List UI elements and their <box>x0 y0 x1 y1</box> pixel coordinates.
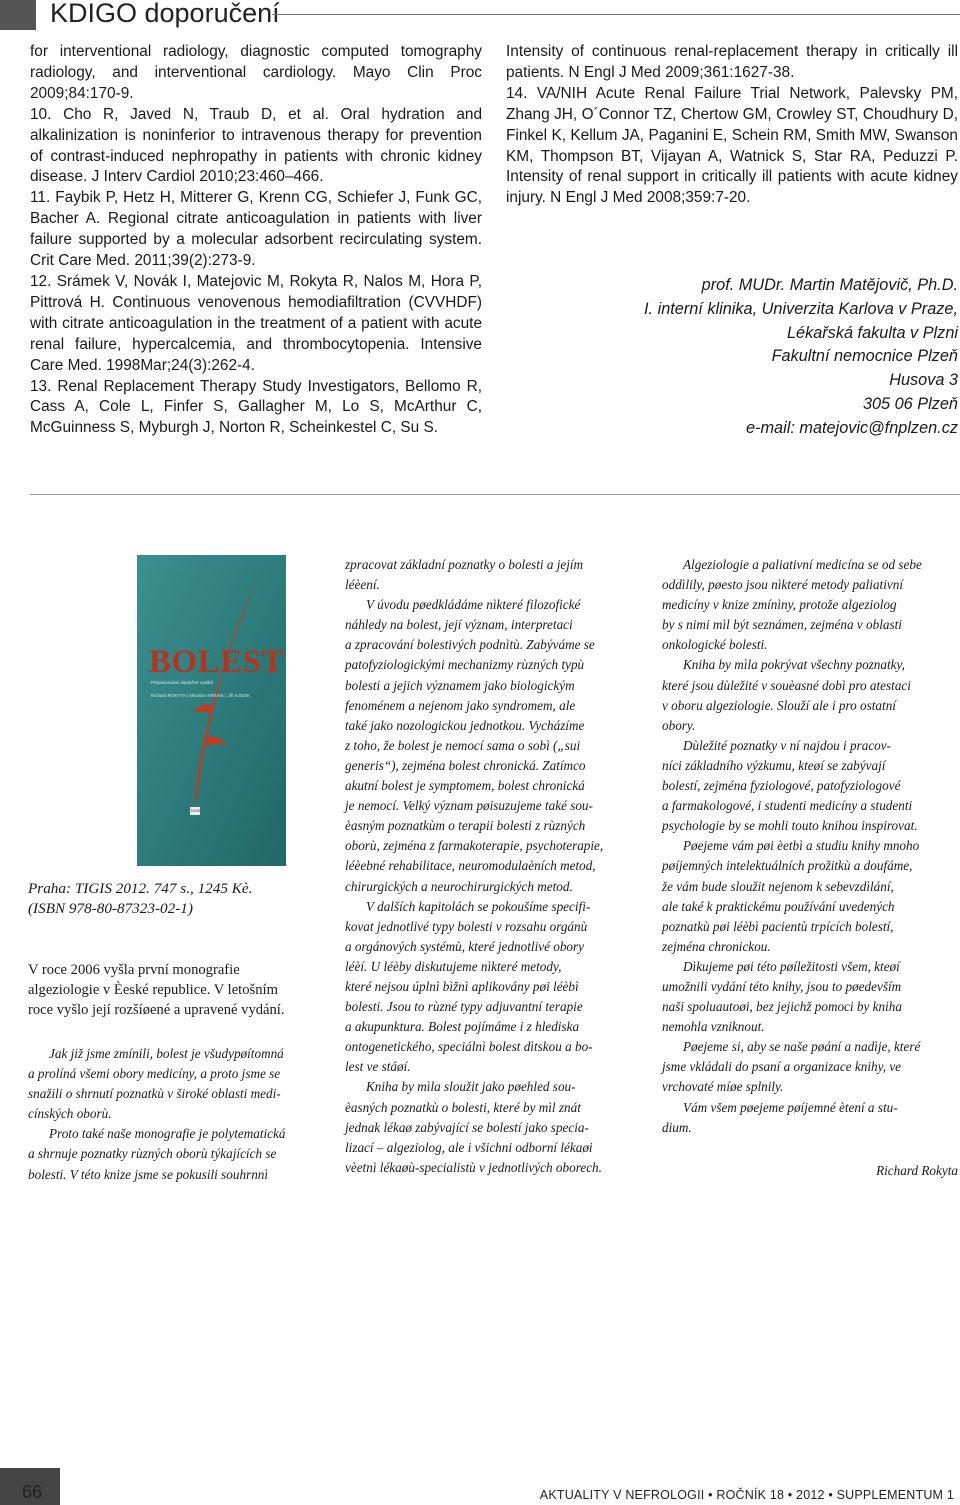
text-line: Algeziologie a paliativní medicína se od sebe <box>683 557 922 572</box>
review-intro <box>28 960 324 1020</box>
author-address <box>556 274 958 441</box>
references-left-column <box>30 42 482 439</box>
cover-artwork <box>137 555 286 866</box>
book-publication-info <box>28 879 252 919</box>
review-column-left <box>28 1044 328 1185</box>
text-line: èasným poznatkùm o terapii bolesti z rùzných <box>345 818 586 834</box>
text-line: umožnili vydání této knihy, jsou to pøedevším <box>662 978 902 994</box>
text-line: èasných poznatkù o bolesti, které by mìl znát <box>345 1099 581 1115</box>
text-line: bolesti. V této knize jsme se pokusili souhrnnì <box>28 1166 269 1182</box>
text-line: vrchovaté míøe splnily. <box>662 1079 784 1095</box>
text-line: generis“), zejména bolest chronická. Zatímco <box>345 757 586 773</box>
text-line: psychologie by se mohli touto knihou inspirovat. <box>662 818 918 834</box>
text-line: v oboru algeziologie. Slouží ale i pro ostatní <box>662 697 896 713</box>
text-line: snažili o shrnutí poznatkù v široké oblasti medi- <box>28 1086 281 1102</box>
paragraph <box>345 555 642 595</box>
author-faculty: Lékařská fakulta v Plzni <box>786 323 958 342</box>
text-line: léèí. U léèby diskutujeme nìkteré metody, <box>345 958 562 974</box>
text-line: Kniha by mìla sloužit jako pøehled sou- <box>366 1079 576 1095</box>
text-line: V dalších kapitolách se pokoušíme specifi- <box>366 898 591 914</box>
cover-authors: Richard ROKYTA | Miroslav KRŠIAK | Jiří KOZÁK <box>151 693 251 698</box>
reference-entry: for interventional radiology, diagnostic computed tomography radiology, and interventional cardiology. Mayo Clin Proc 2009;84:170-9. <box>30 43 482 102</box>
section-title: KDIGO doporučení <box>50 0 280 28</box>
text-line: Dùležité poznatky v ní najdou i pracov- <box>683 737 892 753</box>
journal-footer: AKTUALITY V NEFROLOGII • ROČNÍK 18 • 2012 • SUPPLEMENTUM 1 <box>539 1488 954 1502</box>
text-line: léèebné rehabilitace, neuromodulaèních metod, <box>345 858 596 874</box>
paragraph <box>662 1037 959 1097</box>
text-line: poznatkù pøi léèbì pacientù trpících bolestí, <box>662 918 894 934</box>
text-line: a akupunktura. Bolest pojímáme i z hlediska <box>345 1019 580 1035</box>
section-divider <box>30 494 960 495</box>
text-line: cínských oborù. <box>28 1106 112 1122</box>
text-line: že vám bude sloužit nejenom k sebevzdìlání, <box>662 878 894 894</box>
paragraph <box>662 555 959 655</box>
paragraph <box>28 1044 328 1124</box>
publisher-logo: TIGIS <box>190 808 201 813</box>
paragraph <box>345 897 642 1078</box>
text-line: náhledy na bolest, její význam, interpretaci <box>345 617 573 633</box>
text-line: které jsou dùležité v souèasné dobì pro atestaci <box>662 677 911 693</box>
paragraph <box>662 836 959 957</box>
reference-entry: Intensity of continuous renal-replacement therapy in critically ill patients. N Engl J Med 2009;361:1627-38. <box>506 43 958 81</box>
page-number: 66 <box>22 1482 43 1502</box>
text-line: fenoménem a nejenom jako syndromem, ale <box>345 697 576 713</box>
text-line: oborù, zejména z farmakoterapie, psychoterapie, <box>345 838 604 854</box>
publisher-line: Praha: TIGIS 2012. 747 s., 1245 Kè. <box>28 880 253 897</box>
text-line: chirurgických a neurochirurgických metod. <box>345 878 573 894</box>
cover-tagline: Přepracované doplněné vydání <box>151 680 214 685</box>
author-street: Husova 3 <box>889 371 958 390</box>
text-line: a farmakologové, i studenti medicíny a studenti <box>662 798 913 814</box>
review-column-right <box>662 555 959 1138</box>
page-header <box>0 0 960 32</box>
text-line: Kniha by mìla pokrývat všechny poznatky, <box>683 657 905 673</box>
cover-title: BOLEST <box>149 644 285 680</box>
paragraph <box>662 736 959 836</box>
text-line: patofyziologickými mechanizmy rùzných typù <box>345 657 585 673</box>
reference-entry: 13. Renal Replacement Therapy Study Investigators, Bellomo R, Cass A, Cole L, Finfer S, Gallagher M, Lo S, McArthur C, McGuinness S, Myburgh J, Norton R, Scheinkestel C, Su S. <box>30 377 482 437</box>
author-name: prof. MUDr. Martin Matějovič, Ph.D. <box>701 276 958 294</box>
paragraph <box>662 655 959 735</box>
text-line: Proto také naše monografie je polytematická <box>49 1126 286 1142</box>
reference-entry: 11. Faybik P, Hetz H, Mitterer G, Krenn CG, Schiefer J, Funk GC, Bacher A. Regional citrate anticoagulation in patients with liver failure supported by a molecular adsorbent recirculating system. Crit Care Med. 2011;39(2):273-9. <box>30 189 482 270</box>
paragraph <box>28 1124 328 1184</box>
text-line: lizací – algeziolog, ale i všichni odborní lékaøi <box>345 1139 593 1155</box>
header-color-bar <box>0 0 36 30</box>
intro-line: V roce 2006 vyšla první monografie <box>28 962 240 978</box>
text-line: také jako nozologickou jednotkou. Vycházíme <box>345 717 585 733</box>
text-line: lest ve stáøí. <box>345 1059 411 1075</box>
text-line: medicíny v knize zmínìny, protože algeziolog <box>662 597 897 613</box>
text-line: naši spoluautoøi, bez jejichž pomoci by kniha <box>662 999 902 1015</box>
text-line: V úvodu pøedkládáme nìkteré filozofické <box>366 597 581 613</box>
intro-line: algeziologie v Èeské republice. V letošním <box>28 982 278 998</box>
paragraph <box>662 1098 959 1138</box>
isbn-line: (ISBN 978-80-87323-02-1) <box>28 900 193 917</box>
text-line: jsme vkládali do psaní a organizace knihy, ve <box>662 1059 902 1075</box>
text-line: a zpracování bolestivých podnìtù. Zabýváme se <box>345 637 595 653</box>
text-line: oddìlily, pøesto jsou nìkteré metody paliativní <box>662 577 903 593</box>
text-line: jednak lékaø zabývající se bolestí jako specia- <box>345 1119 589 1135</box>
text-line: pøíjemných intelektuálních prožitkù a doufáme, <box>662 858 913 874</box>
text-line: léèení. <box>345 577 380 593</box>
text-line: akutní bolest je symptomem, bolest chronická <box>345 778 585 794</box>
text-line: z toho, že bolest je nemocí sama o sobì („sui <box>345 737 581 753</box>
author-email: e-mail: matejovic@fnplzen.cz <box>746 418 958 437</box>
text-line: je nemocí. Velký význam pøisuzujeme také sou- <box>345 798 593 814</box>
intro-line: roce vyšlo její rozšíøené a upravené vydání. <box>28 1002 285 1018</box>
text-line: ontogenetického, speciálnì bolest dìtskou a bo- <box>345 1039 593 1055</box>
paragraph <box>345 1077 642 1177</box>
text-line: Pøejeme si, aby se naše pøání a nadìje, které <box>683 1039 921 1055</box>
text-line: ale také k praktickému používání uvedených <box>662 898 895 914</box>
paragraph <box>345 595 642 896</box>
text-line: a orgánových systémù, které jednotlivé obory <box>345 938 585 954</box>
book-cover-image <box>137 555 286 866</box>
text-line: dium. <box>662 1119 692 1135</box>
author-hospital: Fakultní nemocnice Plzeň <box>771 347 958 366</box>
reference-entry: 10. Cho R, Javed N, Traub D, et al. Oral hydration and alkalinization is noninferior to intravenous therapy for prevention of contrast-induced nephropathy in patients with chronic kidney disease. J Interv Cardiol 2010;23:460–466. <box>30 105 482 186</box>
text-line: zejména chronickou. <box>662 938 771 954</box>
review-signature: Richard Rokyta <box>876 1163 958 1178</box>
text-line: kovat jednotlivé typy bolesti v rozsahu orgánù <box>345 918 588 934</box>
text-line: bolesti. Jsou to rùzné typy adjuvantní terapie <box>345 999 583 1015</box>
text-line: vèetnì lékaøù-specialistù v jednotlivých oborech. <box>345 1159 602 1175</box>
text-line: a prolíná všemi obory medicíny, a proto jsme se <box>28 1066 281 1082</box>
reference-entry: 14. VA/NIH Acute Renal Failure Trial Network, Palevsky PM, Zhang JH, O´Connor TZ, Chertow GM, Crowley ST, Choudhury D, Finkel K, Kellum JA, Paganini E, Schein RM, Smith MW, Swanson KM, Thompson BT, Vijayan A, Watnick S, Star RA, Peduzzi P. Intensity of renal support in critically ill patients with acute kidney injury. N Engl J Med 2008;359:7-20. <box>506 84 958 207</box>
header-rule <box>272 14 960 15</box>
review-column-middle <box>345 555 642 1178</box>
text-line: Pøejeme vám pøi èetbì a studiu knihy mnoho <box>683 838 920 854</box>
text-line: zpracovat základní poznatky o bolesti a jejím <box>345 557 584 572</box>
text-line: onkologické bolesti. <box>662 637 768 653</box>
text-line: bolesti a jejich významem jako biologickým <box>345 677 575 693</box>
text-line: Vám všem pøejeme pøíjemné ètení a stu- <box>683 1099 898 1115</box>
text-line: nemohla vzniknout. <box>662 1019 765 1035</box>
text-line: by s nimi mìl být seznámen, zejména v oblasti <box>662 617 902 633</box>
paragraph <box>662 957 959 1037</box>
text-line: které nejsou úplnì bìžnì aplikovány pøi léèbì <box>345 978 579 994</box>
text-line: Jak již jsme zmínili, bolest je všudypøítomná <box>49 1046 284 1061</box>
text-line: níci základního výzkumu, kteøí se zabývají <box>662 757 886 773</box>
text-line: a shrnuje poznatky rùzných oborù týkajících se <box>28 1146 277 1162</box>
text-line: obory. <box>662 717 696 733</box>
text-line: Dìkujeme pøi této pøíležitosti všem, kteøí <box>683 958 900 974</box>
text-line: bolestí, zejména fyziologové, patofyziologové <box>662 778 901 794</box>
author-city: 305 06 Plzeň <box>862 394 958 413</box>
author-department: I. interní klinika, Univerzita Karlova v Praze, <box>644 299 958 318</box>
references-right-column <box>506 42 958 209</box>
reference-entry: 12. Srámek V, Novák I, Matejovic M, Rokyta R, Nalos M, Hora P, Pittrová H. Continuous venovenous hemodiafiltration (CVVHDF) with citrate anticoagulation in the treatment of a patient with acute renal failure, hypercalcemia, and thrombocytopenia. Intensive Care Med. 1998Mar;24(3):262-4. <box>30 272 482 374</box>
